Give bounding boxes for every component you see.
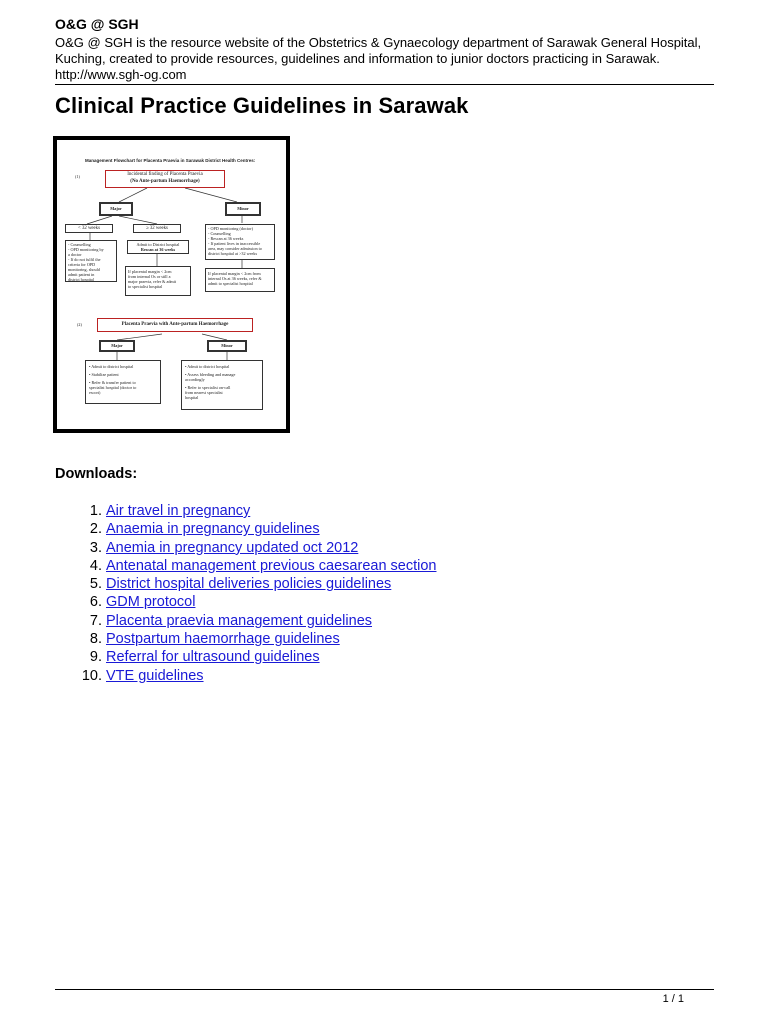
section1-marker: (1): [75, 174, 80, 179]
minor-plan-box: - OPD monitoring (doctor) - Counselling - Rescan at 36 weeks - If patient lives in inaccessible area, may consider admission to district hospital at >32 weeks: [205, 224, 275, 260]
download-link-anaemia[interactable]: Anaemia in pregnancy guidelines: [106, 521, 320, 538]
bottom-divider: [55, 989, 714, 990]
item-number: 8.: [89, 631, 102, 648]
download-link-ultrasound[interactable]: Referral for ultrasound guidelines: [106, 649, 320, 666]
downloads-heading: Downloads:: [55, 466, 138, 482]
major2-box: Major: [99, 340, 135, 352]
page-indicator: 1 / 1: [662, 993, 684, 1005]
site-url[interactable]: http://www.sgh-og.com: [55, 67, 187, 82]
download-link-pph[interactable]: Postpartum haemorrhage guidelines: [106, 631, 340, 648]
download-link-vte[interactable]: VTE guidelines: [106, 667, 204, 684]
section1-box-line1: Incidental finding of Placenta Praevia: [127, 172, 203, 177]
page-title: Clinical Practice Guidelines in Sarawak: [55, 93, 469, 118]
item-number: 1.: [89, 503, 102, 519]
flowchart-title: Management Flowchart for Placenta Praevia in Sarawak District Health Centres:: [85, 158, 256, 163]
download-link-district-deliveries[interactable]: District hospital deliveries policies guidelines: [106, 576, 392, 593]
minor2-box: Minor: [207, 340, 247, 352]
description-text: O&G @ SGH is the resource website of the Obstetrics & Gynaecology department of Sarawak General Hospital, Kuching, created to provide resources, guidelines and information to junior doctors practicing in Sarawak.: [55, 35, 702, 66]
item-number: 10.: [81, 667, 102, 684]
section2-marker: (2): [77, 322, 82, 327]
download-link-placenta-praevia[interactable]: Placenta praevia management guidelines: [106, 612, 373, 629]
item-number: 6.: [89, 594, 102, 611]
ge32-box: ≥ 32 weeks: [133, 224, 181, 233]
item-number: 2.: [89, 521, 102, 538]
ge32-plan-box: Admit to District hospital Rescan at 36 weeks: [127, 240, 189, 254]
section1-box-line2: (No Ante-partum Haemorrhage): [130, 179, 200, 184]
site-description: [55, 35, 715, 83]
minor-followup-box: If placental margin < 2cm from internal Os at 36 weeks, refer & admit to specialist hospital: [205, 268, 275, 292]
item-number: 3.: [89, 539, 102, 556]
minor-box: Minor: [225, 202, 261, 216]
item-number: 7.: [89, 612, 102, 629]
top-divider: [55, 84, 714, 85]
flowchart-image: [53, 136, 290, 433]
lt32-box: < 32 weeks: [65, 224, 113, 233]
item-number: 5.: [89, 576, 102, 593]
section1-box: [105, 170, 225, 188]
ge32-followup-box: If placental margin < 2cm from internal Os or still a major praevia, refer & admit to specialist hospital: [125, 266, 191, 296]
item-number: 9.: [89, 649, 102, 666]
item-number: 4.: [89, 557, 102, 574]
major2-plan-box: • Admit to district hospital • Stabilize patient • Refer & transfer patient to specialist hospital (doctor to escort): [85, 360, 161, 404]
download-link-caesarean[interactable]: Antenatal management previous caesarean section: [106, 557, 437, 574]
download-link-gdm[interactable]: GDM protocol: [106, 594, 196, 611]
major-box: Major: [99, 202, 133, 216]
download-link-anemia-updated[interactable]: Anemia in pregnancy updated oct 2012: [106, 539, 359, 556]
section2-box: Placenta Praevia with Ante-partum Haemorrhage: [97, 318, 253, 332]
site-title: O&G @ SGH: [55, 16, 139, 32]
download-link-air-travel[interactable]: Air travel in pregnancy: [106, 503, 251, 519]
minor2-plan-box: • Admit to district hospital • Assess bleeding and manage accordingly • Refer to specialist on-call from nearest specialist hospital: [181, 360, 263, 410]
lt32-plan-box: - Counselling - OPD monitoring by a doctor - If do not fulfil the criteria for OPD monitoring, should admit patient in district hospital: [65, 240, 117, 282]
